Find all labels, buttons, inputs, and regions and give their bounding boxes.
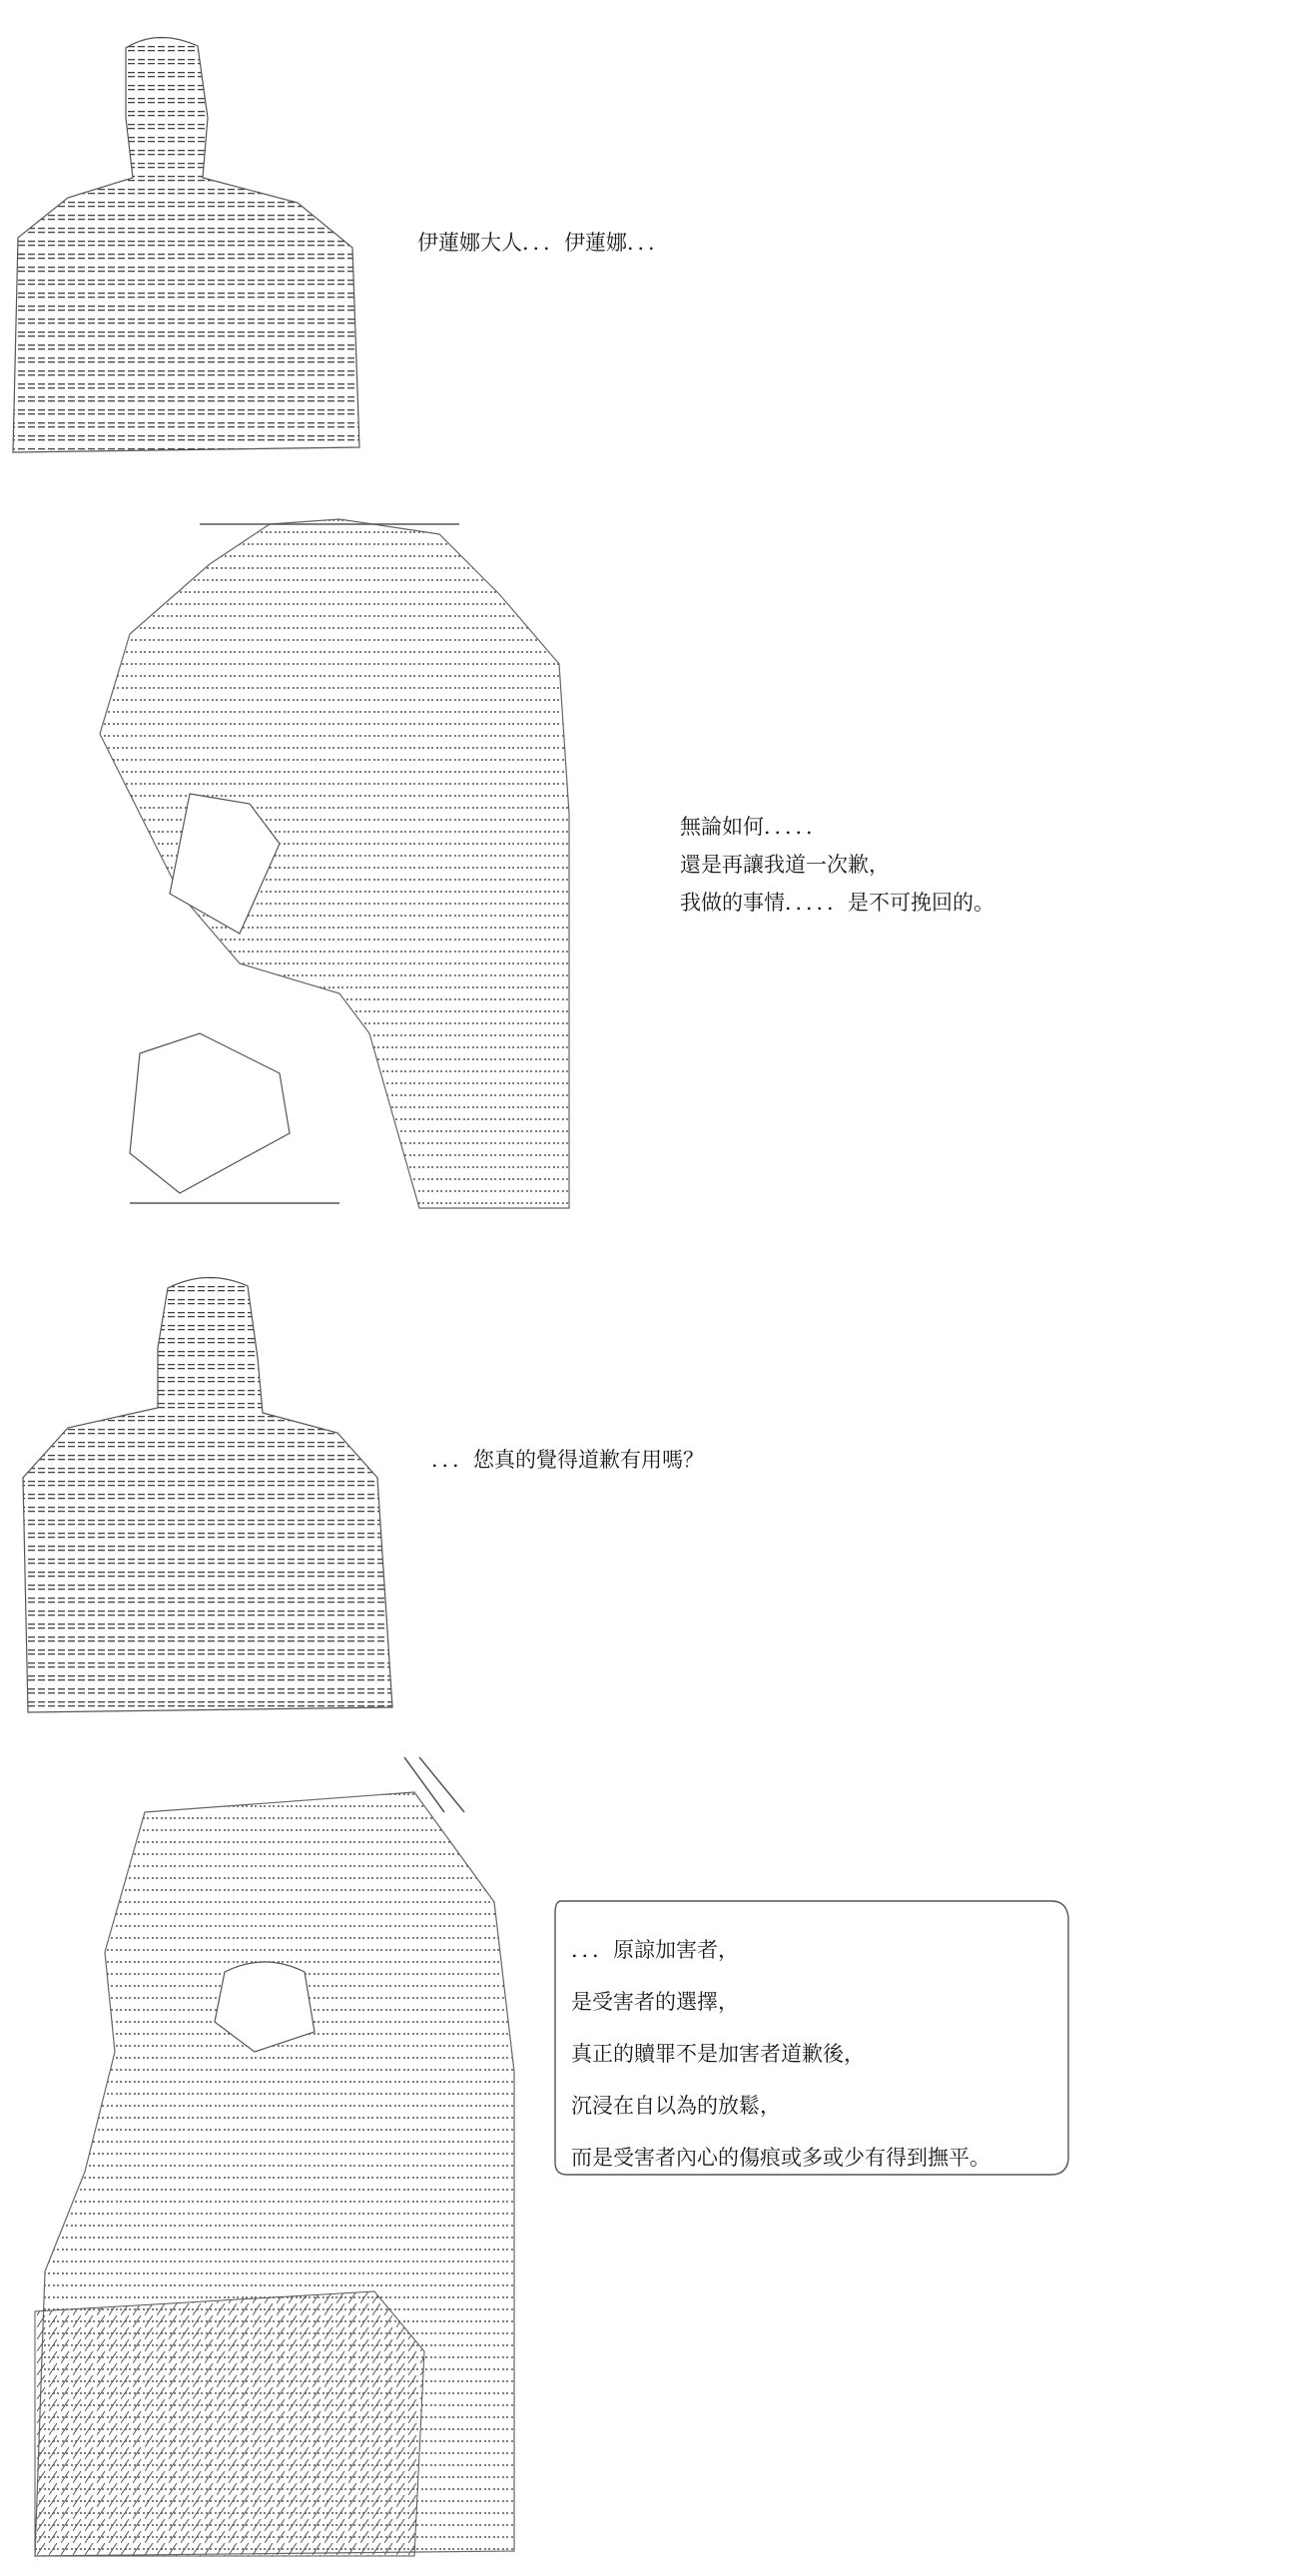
ascii-figure-standing [25,1752,524,2561]
bubble-line: 沉浸在自以為的放鬆， [571,2095,781,2118]
speech-line: 我做的事情．．．．．是不可挽回的。 [680,892,994,915]
ascii-figure-bowing [40,514,599,1213]
bubble-line: 真正的贖罪不是加害者道歉後， [571,2043,865,2066]
bubble-line: 而是受害者內心的傷痕或多或少有得到撫平。 [571,2147,990,2170]
speech-line: 無論如何．．．．． [680,816,827,839]
hatched-figure-back-1 [8,28,367,477]
speech-line-3: ．．．您真的覺得道歉有用嗎？ [431,1449,704,1472]
speech-block-2 [680,809,994,923]
speech-line: 還是再讓我道一次歉， [680,854,890,877]
speech-line-1: 伊蓮娜大人．．．伊蓮娜．．． [417,232,669,255]
bubble-line: 是受害者的選擇， [571,1991,739,2014]
bubble-line: ．．．原諒加害者， [571,1939,739,1962]
speech-bubble [547,1895,1076,2195]
hatched-figure-back-2 [8,1268,402,1727]
bubble-text [571,1925,990,2185]
